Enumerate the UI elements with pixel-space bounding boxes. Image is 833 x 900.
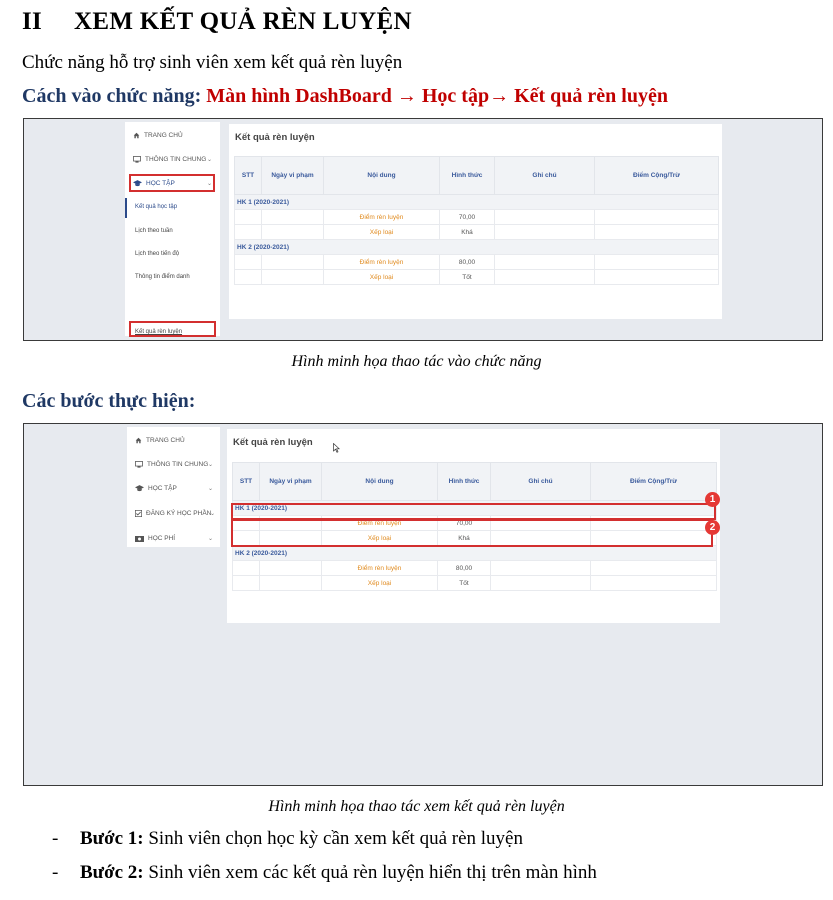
money-icon <box>135 536 144 542</box>
graduation-cap-icon <box>135 485 144 492</box>
submenu-attendance[interactable]: Thông tin điểm danh <box>135 274 190 280</box>
menu-register-label: ĐĂNG KÝ HỌC PHẦN <box>146 510 212 517</box>
chevron-down-icon: ⌄ <box>207 157 213 163</box>
col-note: Ghi chú <box>491 463 591 501</box>
col-stt: STT <box>235 157 262 195</box>
highlight-results <box>231 519 713 547</box>
semester-row[interactable]: HK 2 (2020-2021) <box>233 546 717 561</box>
access-label: Cách vào chức năng: <box>22 85 202 107</box>
conduct-table <box>234 156 719 285</box>
submenu-conduct[interactable]: Kết quả rèn luyện <box>135 329 183 335</box>
highlight-semester <box>231 503 716 520</box>
menu-study-label: HỌC TẬP <box>148 485 177 492</box>
table-row: Điểm rèn luyện 80,00 <box>235 255 719 270</box>
section-heading <box>22 8 412 36</box>
monitor-icon <box>135 461 143 468</box>
table-row: Điểm rèn luyện 80,00 <box>233 561 717 576</box>
highlight-menu-study <box>129 174 215 192</box>
col-points: Điểm Cộng/Trừ <box>595 157 719 195</box>
table-row: Xếp loại Khá <box>235 225 719 240</box>
menu-info[interactable] <box>133 156 213 163</box>
menu-home-label: TRANG CHỦ <box>144 132 183 139</box>
step-badge-2: 2 <box>705 520 720 535</box>
semester-row[interactable]: HK 2 (2020-2021) <box>235 240 719 255</box>
monitor-icon <box>133 156 141 163</box>
step-1-text: Sinh viên chọn học kỳ cần xem kết quả rèn luyện <box>143 828 523 849</box>
conduct-card <box>227 429 720 623</box>
menu-info[interactable] <box>135 461 214 468</box>
menu-info-label: THÔNG TIN CHUNG <box>145 156 207 163</box>
step-1-label: Bước 1: <box>80 828 144 849</box>
chevron-down-icon: ⌄ <box>210 511 216 517</box>
screenshot-access <box>23 118 823 341</box>
col-content: Nội dung <box>324 157 440 195</box>
col-form: Hình thức <box>438 463 491 501</box>
caption-steps: Hình minh họa thao tác xem kết quả rèn luyện <box>268 798 565 815</box>
menu-home[interactable] <box>133 132 183 139</box>
chevron-down-icon: ⌄ <box>208 462 214 468</box>
table-row: Xếp loại Khá <box>233 531 717 546</box>
caption-access: Hình minh họa thao tác vào chức năng <box>291 353 542 370</box>
checkbox-icon <box>135 510 142 517</box>
steps-title: Các bước thực hiện: <box>22 390 196 412</box>
menu-info-label: THÔNG TIN CHUNG <box>147 461 209 468</box>
active-indicator <box>125 198 127 218</box>
table-row: Xếp loại Tốt <box>235 270 719 285</box>
home-icon <box>135 437 142 444</box>
access-path: Màn hình DashBoard → Học tập→ Kết quả rèn luyện <box>206 85 668 107</box>
conduct-card <box>229 124 722 319</box>
step-2: - Bước 2: Sinh viên xem các kết quả rèn luyện hiển thị trên màn hình <box>52 862 597 883</box>
chevron-down-icon: ⌄ <box>207 181 213 187</box>
semester-row[interactable]: HK 1 (2020-2021) <box>233 501 717 516</box>
menu-home-label: TRANG CHỦ <box>146 437 185 444</box>
card-title: Kết quả rèn luyện <box>235 132 315 143</box>
step-2-label: Bước 2: <box>80 862 144 883</box>
card-title: Kết quả rèn luyện <box>233 437 313 448</box>
submenu-progress[interactable]: Lịch theo tiến độ <box>135 251 180 257</box>
col-points: Điểm Cộng/Trừ <box>591 463 717 501</box>
table-row: Điểm rèn luyện 70,00 <box>233 516 717 531</box>
col-form: Hình thức <box>440 157 495 195</box>
col-date: Ngày vi phạm <box>262 157 324 195</box>
col-content: Nội dung <box>322 463 438 501</box>
section-number: II <box>22 8 43 35</box>
intro-text: Chức năng hỗ trợ sinh viên xem kết quả rèn luyện <box>22 52 403 73</box>
submenu-weekly[interactable]: Lịch theo tuần <box>135 228 173 234</box>
access-instruction <box>22 85 668 108</box>
highlight-menu-conduct <box>129 321 216 337</box>
sidebar <box>125 122 220 336</box>
menu-home[interactable] <box>135 437 185 444</box>
col-note: Ghi chú <box>495 157 595 195</box>
screenshot-steps <box>23 423 823 786</box>
step-badge-1: 1 <box>705 492 720 507</box>
menu-fee[interactable] <box>135 535 214 542</box>
step-1: - Bước 1: Sinh viên chọn học kỳ cần xem kết quả rèn luyện <box>52 828 523 849</box>
menu-fee-label: HỌC PHÍ <box>148 535 176 542</box>
semester-row[interactable]: HK 1 (2020-2021) <box>235 195 719 210</box>
section-title: XEM KẾT QUẢ RÈN LUYỆN <box>74 8 412 35</box>
home-icon <box>133 132 140 139</box>
chevron-down-icon: ⌄ <box>208 536 214 542</box>
col-date: Ngày vi phạm <box>260 463 322 501</box>
chevron-down-icon: ⌄ <box>208 486 214 492</box>
step-2-text: Sinh viên xem các kết quả rèn luyện hiển thị trên màn hình <box>143 862 597 883</box>
table-row: Điểm rèn luyện 70,00 <box>235 210 719 225</box>
menu-study[interactable] <box>135 485 214 492</box>
menu-register[interactable] <box>135 510 216 517</box>
menu-study-label: HỌC TẬP <box>146 180 175 187</box>
col-stt: STT <box>233 463 260 501</box>
cursor-icon <box>333 443 340 453</box>
sidebar <box>127 427 220 547</box>
submenu-results[interactable]: Kết quả học tập <box>135 204 178 210</box>
table-row: Xếp loại Tốt <box>233 576 717 591</box>
